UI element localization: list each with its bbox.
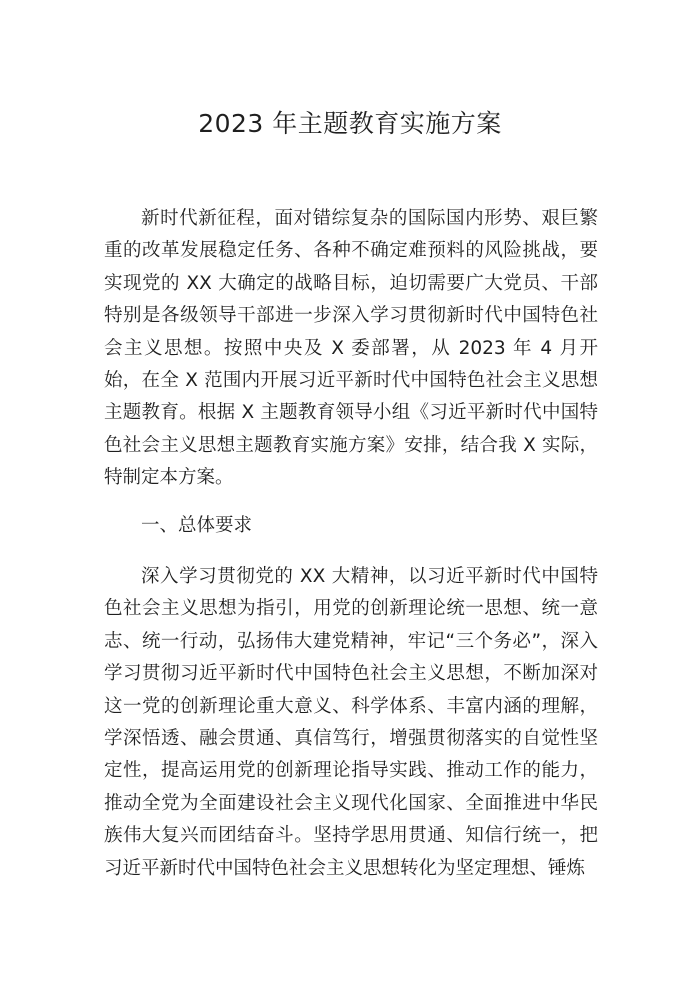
intro-paragraph: 新时代新征程，面对错综复杂的国际国内形势、艰巨繁重的改革发展稳定任务、各种不确定难预料的风险挑战，要实现党的 XX 大确定的战略目标，迫切需要广大党员、干部特别是各级领导干部进一步深入学习贯彻新时代中国特色社会主义思想。按照中央及 X 委部署，从 2023 年 4 月开始，在全 X 范围内开展习近平新时代中国特色社会主义思想主题教育。根据 X 主题教育领导小组《习近平新时代中国特色社会主义思想主题教育实施方案》安排，结合我 X 实际，特制定本方案。	[104, 208, 598, 489]
section-heading-general-requirements: 一、总体要求	[141, 515, 253, 536]
document-title: 2023 年主题教育实施方案	[198, 109, 502, 138]
body-paragraph: 深入学习贯彻党的 XX 大精神，以习近平新时代中国特色社会主义思想为指引，用党的创新理论统一思想、统一意志、统一行动，弘扬伟大建党精神，牢记“三个务必”，深入学习贯彻习近平新时代中国特色社会主义思想，不断加深对这一党的创新理论重大意义、科学体系、丰富内涵的理解，学深悟透、融会贯通、真信笃行，增强贯彻落实的自觉性坚定性，提高运用党的创新理论指导实践、推动工作的能力，推动全党为全面建设社会主义现代化国家、全面推进中华民族伟大复兴而团结奋斗。坚持学思用贯通、知信行统一，把习近平新时代中国特色社会主义思想转化为坚定理想、锤炼	[104, 566, 598, 879]
